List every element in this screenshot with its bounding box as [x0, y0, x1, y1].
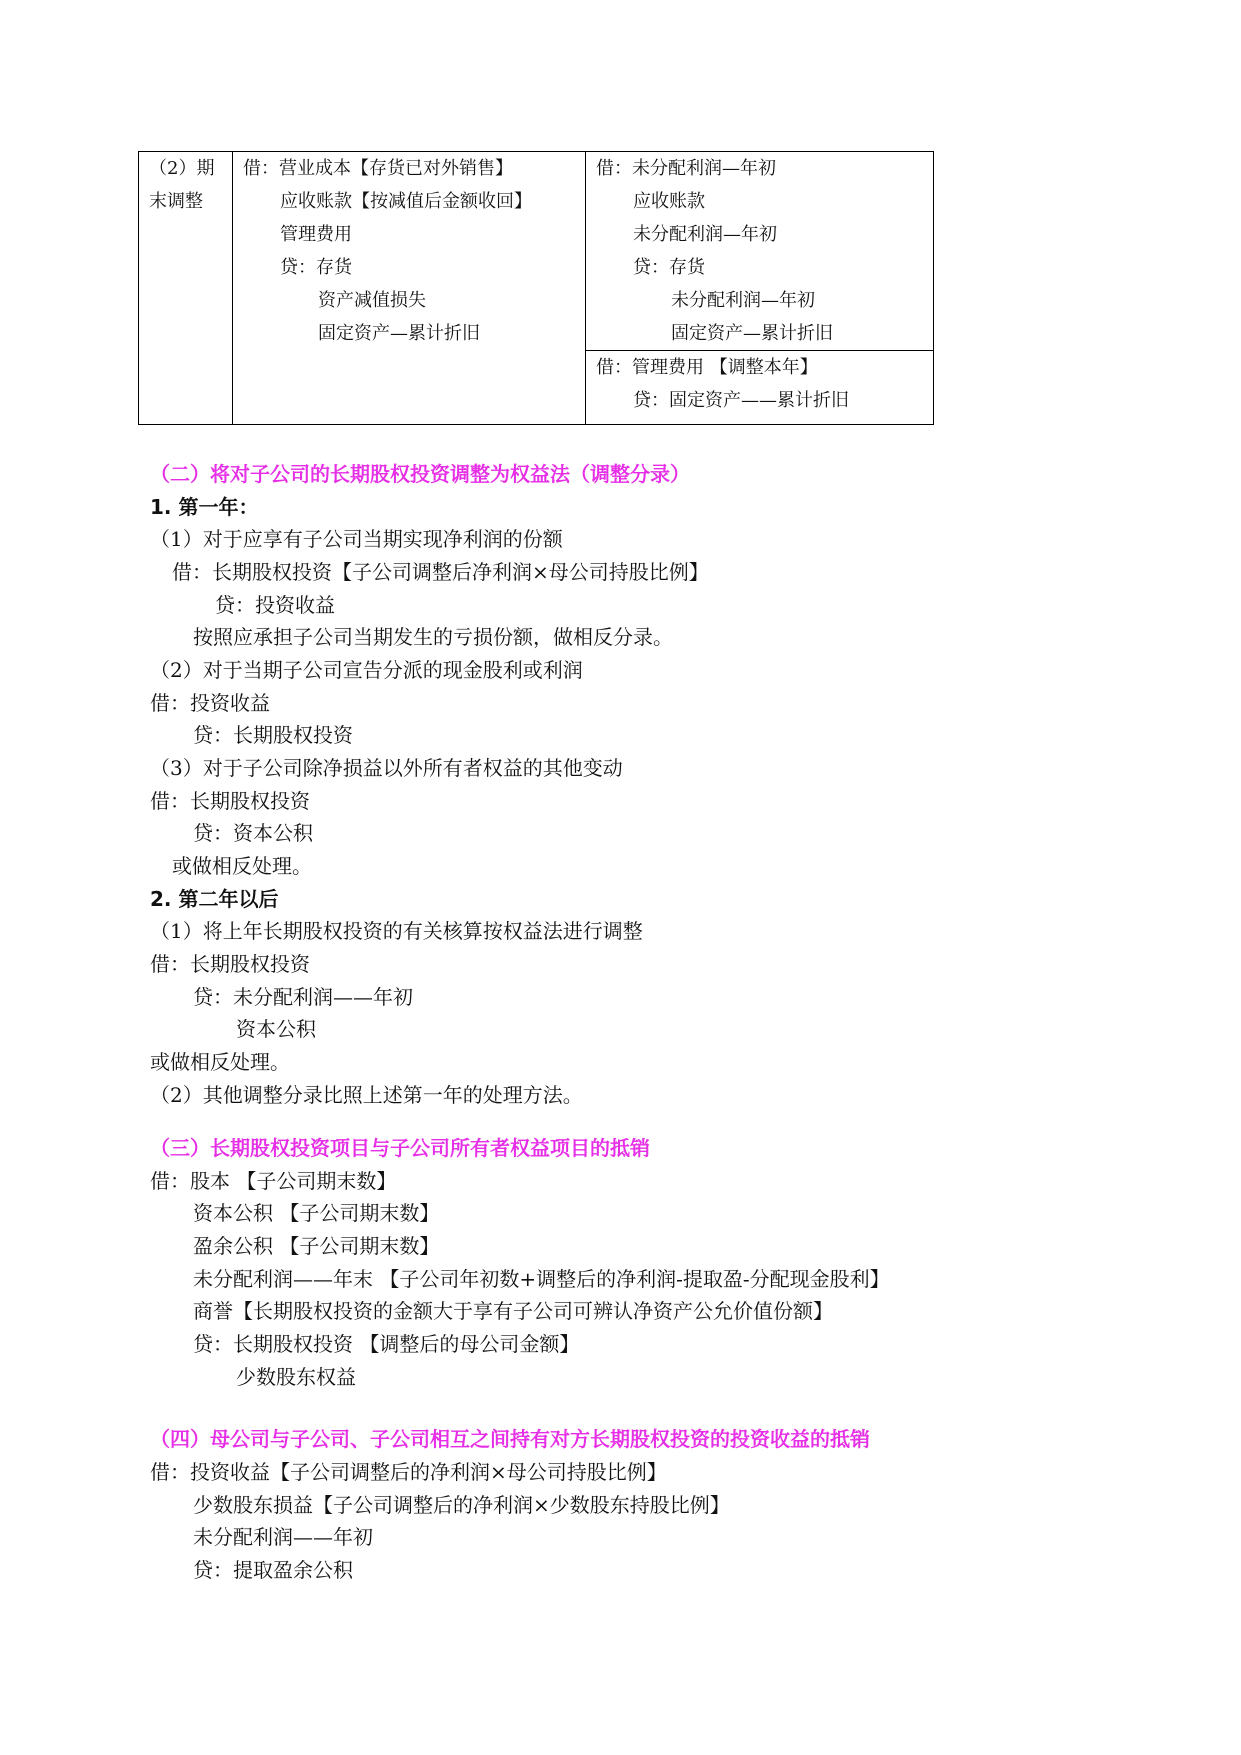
text-line: 未分配利润——年末 【子公司年初数+调整后的净利润-提取盈-分配现金股利】 — [193, 1267, 890, 1291]
text-line: （3）对于子公司除净损益以外所有者权益的其他变动 — [150, 756, 623, 780]
table-line: 应收账款【按减值后金额收回】 — [280, 191, 532, 212]
table-line: 未分配利润—年初 — [633, 224, 777, 245]
adjustment-table — [138, 151, 934, 425]
text-line: （2）对于当期子公司宣告分派的现金股利或利润 — [150, 658, 583, 682]
table-line: 应收账款 — [633, 191, 705, 212]
text-line: 贷：未分配利润——年初 — [193, 985, 413, 1009]
table-line: 资产减值损失 — [318, 290, 426, 311]
text-line: 借：长期股权投资【子公司调整后净利润×母公司持股比例】 — [172, 560, 709, 584]
text-line: 未分配利润——年初 — [193, 1525, 373, 1549]
table-label-line: 末调整 — [149, 191, 203, 212]
text-line: 或做相反处理。 — [172, 854, 312, 878]
table-line: 借：未分配利润—年初 — [596, 158, 776, 179]
text-line: 少数股东权益 — [236, 1365, 356, 1389]
table-mid-cell — [233, 152, 586, 425]
table-line: 管理费用 — [280, 224, 352, 245]
table-line: 贷：存货 — [280, 257, 352, 278]
table-line: 未分配利润—年初 — [671, 290, 815, 311]
table-line: 固定资产—累计折旧 — [671, 323, 833, 344]
text-line: 资本公积 — [236, 1017, 316, 1041]
text-line: 借：投资收益 — [150, 691, 270, 715]
text-line: 资本公积 【子公司期末数】 — [193, 1201, 440, 1225]
text-line: 借：长期股权投资 — [150, 952, 310, 976]
section-heading: （四）母公司与子公司、子公司相互之间持有对方长期股权投资的投资收益的抵销 — [150, 1427, 870, 1451]
table-line: 贷：存货 — [633, 257, 705, 278]
table-line: 固定资产—累计折旧 — [318, 323, 480, 344]
text-line: 贷：长期股权投资 — [193, 723, 353, 747]
text-line: 贷：投资收益 — [215, 593, 335, 617]
table-label-cell — [139, 152, 233, 425]
text-line: 借：长期股权投资 — [150, 789, 310, 813]
text-line: 或做相反处理。 — [150, 1050, 290, 1074]
table-right-top-cell — [586, 152, 934, 351]
table-label-line: （2）期 — [149, 158, 215, 179]
section-heading: （三）长期股权投资项目与子公司所有者权益项目的抵销 — [150, 1136, 650, 1160]
text-line: 借：股本 【子公司期末数】 — [150, 1169, 397, 1193]
text-line: （2）其他调整分录比照上述第一年的处理方法。 — [150, 1083, 583, 1107]
table-line: 借：营业成本【存货已对外销售】 — [243, 158, 513, 179]
table-right-bottom-cell — [586, 351, 934, 425]
text-line: 贷：资本公积 — [193, 821, 313, 845]
section-heading: （二）将对子公司的长期股权投资调整为权益法（调整分录） — [150, 462, 690, 486]
text-line: 商誉【长期股权投资的金额大于享有子公司可辨认净资产公允价值份额】 — [193, 1299, 833, 1323]
text-line: 盈余公积 【子公司期末数】 — [193, 1234, 440, 1258]
text-line: 贷：提取盈余公积 — [193, 1558, 353, 1582]
subheading: 1. 第一年： — [150, 495, 259, 519]
text-line: 贷：长期股权投资 【调整后的母公司金额】 — [193, 1332, 580, 1356]
text-line: 借：投资收益【子公司调整后的净利润×母公司持股比例】 — [150, 1460, 667, 1484]
text-line: 少数股东损益【子公司调整后的净利润×少数股东持股比例】 — [193, 1493, 730, 1517]
subheading: 2. 第二年以后 — [150, 887, 279, 911]
table-line: 贷：固定资产——累计折旧 — [633, 390, 849, 411]
text-line: 按照应承担子公司当期发生的亏损份额，做相反分录。 — [193, 625, 673, 649]
table-line: 借：管理费用 【调整本年】 — [596, 357, 818, 378]
text-line: （1）对于应享有子公司当期实现净利润的份额 — [150, 527, 563, 551]
text-line: （1）将上年长期股权投资的有关核算按权益法进行调整 — [150, 919, 643, 943]
